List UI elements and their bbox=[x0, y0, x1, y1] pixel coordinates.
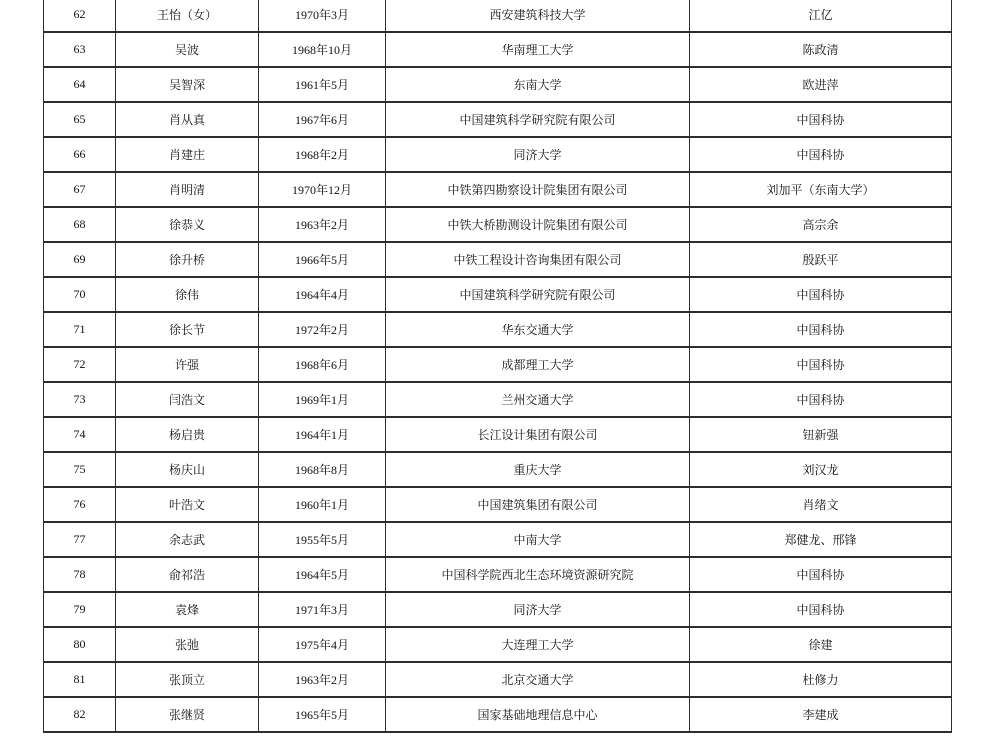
cell-person-name: 余志武 bbox=[116, 522, 259, 557]
table-row bbox=[44, 557, 952, 592]
table-row bbox=[44, 32, 952, 67]
cell-recommender: 中国科协 bbox=[690, 592, 952, 627]
cell-birth-date: 1964年5月 bbox=[259, 557, 386, 592]
cell-recommender: 杜修力 bbox=[690, 662, 952, 697]
table-row bbox=[44, 207, 952, 242]
cell-recommender: 刘汉龙 bbox=[690, 452, 952, 487]
cell-serial-number: 71 bbox=[44, 312, 116, 347]
cell-recommender: 殷跃平 bbox=[690, 242, 952, 277]
cell-person-name: 肖建庄 bbox=[116, 137, 259, 172]
table-row bbox=[44, 452, 952, 487]
cell-person-name: 俞祁浩 bbox=[116, 557, 259, 592]
cell-organization: 重庆大学 bbox=[386, 452, 690, 487]
cell-organization: 华南理工大学 bbox=[386, 32, 690, 67]
cell-organization: 中国科学院西北生态环境资源研究院 bbox=[386, 557, 690, 592]
table-row bbox=[44, 137, 952, 172]
cell-recommender: 刘加平（东南大学） bbox=[690, 172, 952, 207]
cell-person-name: 徐恭义 bbox=[116, 207, 259, 242]
cell-person-name: 吴智深 bbox=[116, 67, 259, 102]
table-row bbox=[44, 417, 952, 452]
cell-recommender: 中国科协 bbox=[690, 312, 952, 347]
cell-person-name: 徐伟 bbox=[116, 277, 259, 312]
cell-serial-number: 66 bbox=[44, 137, 116, 172]
cell-serial-number: 65 bbox=[44, 102, 116, 137]
table-row bbox=[44, 522, 952, 557]
cell-recommender: 李建成 bbox=[690, 697, 952, 732]
cell-recommender: 欧进萍 bbox=[690, 67, 952, 102]
table-body bbox=[44, 0, 952, 732]
cell-person-name: 张继贤 bbox=[116, 697, 259, 732]
cell-birth-date: 1975年4月 bbox=[259, 627, 386, 662]
cell-birth-date: 1963年2月 bbox=[259, 207, 386, 242]
cell-person-name: 徐长节 bbox=[116, 312, 259, 347]
cell-organization: 中铁大桥勘测设计院集团有限公司 bbox=[386, 207, 690, 242]
cell-birth-date: 1955年5月 bbox=[259, 522, 386, 557]
cell-organization: 同济大学 bbox=[386, 592, 690, 627]
cell-birth-date: 1960年1月 bbox=[259, 487, 386, 522]
cell-organization: 中铁工程设计咨询集团有限公司 bbox=[386, 242, 690, 277]
cell-person-name: 袁烽 bbox=[116, 592, 259, 627]
table-row bbox=[44, 277, 952, 312]
table-row bbox=[44, 102, 952, 137]
cell-organization: 中国建筑科学研究院有限公司 bbox=[386, 277, 690, 312]
cell-organization: 国家基础地理信息中心 bbox=[386, 697, 690, 732]
cell-serial-number: 78 bbox=[44, 557, 116, 592]
cell-person-name: 张顶立 bbox=[116, 662, 259, 697]
cell-recommender: 钮新强 bbox=[690, 417, 952, 452]
cell-recommender: 中国科协 bbox=[690, 277, 952, 312]
table-row bbox=[44, 347, 952, 382]
cell-organization: 长江设计集团有限公司 bbox=[386, 417, 690, 452]
cell-organization: 中国建筑科学研究院有限公司 bbox=[386, 102, 690, 137]
cell-organization: 同济大学 bbox=[386, 137, 690, 172]
cell-birth-date: 1965年5月 bbox=[259, 697, 386, 732]
cell-person-name: 闫浩文 bbox=[116, 382, 259, 417]
cell-person-name: 吴波 bbox=[116, 32, 259, 67]
table-row bbox=[44, 697, 952, 732]
cell-birth-date: 1969年1月 bbox=[259, 382, 386, 417]
cell-person-name: 张弛 bbox=[116, 627, 259, 662]
cell-organization: 西安建筑科技大学 bbox=[386, 0, 690, 32]
cell-organization: 中国建筑集团有限公司 bbox=[386, 487, 690, 522]
cell-birth-date: 1972年2月 bbox=[259, 312, 386, 347]
cell-person-name: 徐升桥 bbox=[116, 242, 259, 277]
cell-serial-number: 77 bbox=[44, 522, 116, 557]
cell-serial-number: 62 bbox=[44, 0, 116, 32]
cell-person-name: 叶浩文 bbox=[116, 487, 259, 522]
cell-serial-number: 74 bbox=[44, 417, 116, 452]
cell-serial-number: 75 bbox=[44, 452, 116, 487]
cell-birth-date: 1964年4月 bbox=[259, 277, 386, 312]
cell-recommender: 中国科协 bbox=[690, 382, 952, 417]
cell-serial-number: 63 bbox=[44, 32, 116, 67]
cell-recommender: 江亿 bbox=[690, 0, 952, 32]
table-row bbox=[44, 627, 952, 662]
cell-recommender: 中国科协 bbox=[690, 137, 952, 172]
cell-person-name: 肖从真 bbox=[116, 102, 259, 137]
cell-serial-number: 70 bbox=[44, 277, 116, 312]
table-row bbox=[44, 67, 952, 102]
cell-organization: 北京交通大学 bbox=[386, 662, 690, 697]
table-row bbox=[44, 592, 952, 627]
cell-person-name: 肖明清 bbox=[116, 172, 259, 207]
cell-birth-date: 1961年5月 bbox=[259, 67, 386, 102]
cell-serial-number: 67 bbox=[44, 172, 116, 207]
cell-organization: 东南大学 bbox=[386, 67, 690, 102]
cell-organization: 中铁第四勘察设计院集团有限公司 bbox=[386, 172, 690, 207]
cell-birth-date: 1968年2月 bbox=[259, 137, 386, 172]
cell-birth-date: 1967年6月 bbox=[259, 102, 386, 137]
cell-recommender: 郑健龙、邢锋 bbox=[690, 522, 952, 557]
cell-recommender: 肖绪文 bbox=[690, 487, 952, 522]
cell-serial-number: 81 bbox=[44, 662, 116, 697]
cell-organization: 华东交通大学 bbox=[386, 312, 690, 347]
table-row bbox=[44, 242, 952, 277]
cell-recommender: 陈政清 bbox=[690, 32, 952, 67]
cell-recommender: 徐建 bbox=[690, 627, 952, 662]
table-row bbox=[44, 172, 952, 207]
cell-birth-date: 1971年3月 bbox=[259, 592, 386, 627]
cell-birth-date: 1968年8月 bbox=[259, 452, 386, 487]
cell-recommender: 中国科协 bbox=[690, 557, 952, 592]
cell-recommender: 中国科协 bbox=[690, 347, 952, 382]
cell-serial-number: 80 bbox=[44, 627, 116, 662]
cell-organization: 兰州交通大学 bbox=[386, 382, 690, 417]
cell-birth-date: 1968年6月 bbox=[259, 347, 386, 382]
cell-organization: 大连理工大学 bbox=[386, 627, 690, 662]
cell-serial-number: 69 bbox=[44, 242, 116, 277]
table-row bbox=[44, 662, 952, 697]
table-row bbox=[44, 312, 952, 347]
cell-serial-number: 73 bbox=[44, 382, 116, 417]
cell-birth-date: 1970年12月 bbox=[259, 172, 386, 207]
candidate-table bbox=[43, 0, 952, 733]
table-row bbox=[44, 382, 952, 417]
cell-birth-date: 1968年10月 bbox=[259, 32, 386, 67]
cell-birth-date: 1970年3月 bbox=[259, 0, 386, 32]
cell-person-name: 王怡（女） bbox=[116, 0, 259, 32]
cell-serial-number: 76 bbox=[44, 487, 116, 522]
cell-recommender: 高宗余 bbox=[690, 207, 952, 242]
cell-birth-date: 1964年1月 bbox=[259, 417, 386, 452]
cell-birth-date: 1966年5月 bbox=[259, 242, 386, 277]
cell-serial-number: 82 bbox=[44, 697, 116, 732]
cell-organization: 中南大学 bbox=[386, 522, 690, 557]
cell-recommender: 中国科协 bbox=[690, 102, 952, 137]
table-row bbox=[44, 0, 952, 32]
cell-person-name: 杨庆山 bbox=[116, 452, 259, 487]
cell-serial-number: 79 bbox=[44, 592, 116, 627]
cell-birth-date: 1963年2月 bbox=[259, 662, 386, 697]
cell-person-name: 许强 bbox=[116, 347, 259, 382]
cell-serial-number: 68 bbox=[44, 207, 116, 242]
cell-organization: 成都理工大学 bbox=[386, 347, 690, 382]
cell-serial-number: 72 bbox=[44, 347, 116, 382]
table-row bbox=[44, 487, 952, 522]
cell-serial-number: 64 bbox=[44, 67, 116, 102]
cell-person-name: 杨启贵 bbox=[116, 417, 259, 452]
